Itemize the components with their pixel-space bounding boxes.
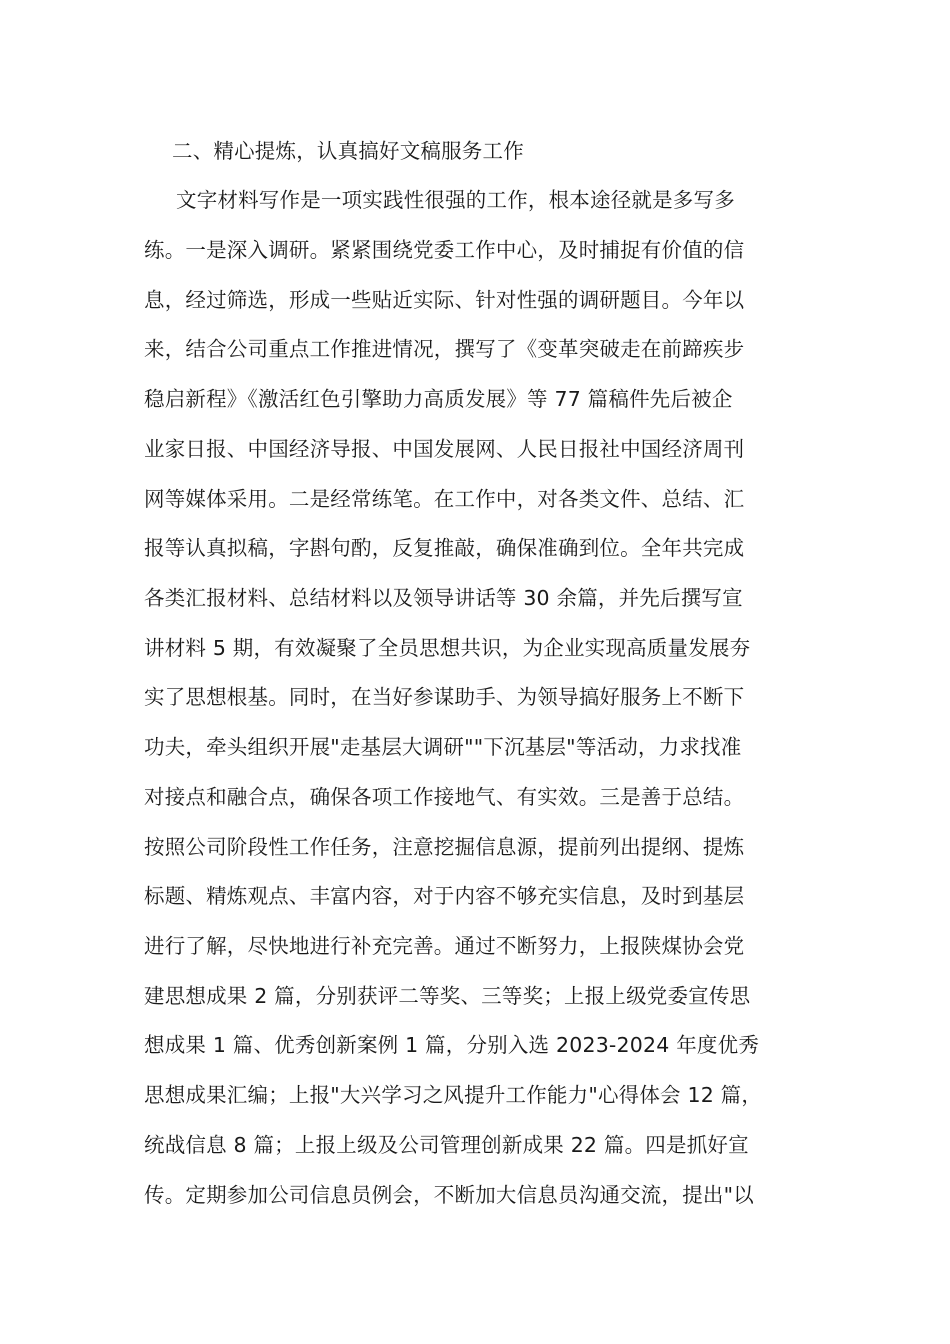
section-heading: 二、精心提炼，认真搞好文稿服务工作	[172, 139, 524, 163]
paragraph-line: 讲材料 5 期，有效凝聚了全员思想共识，为企业实现高质量发展夯	[144, 636, 751, 660]
paragraph-line: 报等认真拟稿，字斟句酌，反复推敲，确保准确到位。全年共完成	[144, 536, 745, 560]
paragraph-line: 练。一是深入调研。紧紧围绕党委工作中心，及时捕捉有价值的信	[144, 238, 745, 262]
paragraph-line: 统战信息 8 篇；上报上级及公司管理创新成果 22 篇。四是抓好宣	[144, 1133, 749, 1157]
paragraph-line: 网等媒体采用。二是经常练笔。在工作中，对各类文件、总结、汇	[144, 487, 745, 511]
paragraph-line: 进行了解，尽快地进行补充完善。通过不断努力，上报陕煤协会党	[144, 934, 745, 958]
paragraph-line: 建思想成果 2 篇，分别获评二等奖、三等奖；上报上级党委宣传思	[144, 984, 751, 1008]
paragraph-line: 对接点和融合点，确保各项工作接地气、有实效。三是善于总结。	[144, 785, 745, 809]
paragraph-line: 来，结合公司重点工作推进情况，撰写了《变革突破走在前蹄疾步	[144, 337, 745, 361]
paragraph-line: 标题、精炼观点、丰富内容，对于内容不够充实信息，及时到基层	[144, 884, 745, 908]
paragraph-line: 功夫，牵头组织开展"走基层大调研""下沉基层"等活动，力求找准	[144, 735, 742, 759]
paragraph-line: 文字材料写作是一项实践性很强的工作，根本途径就是多写多	[176, 188, 735, 212]
paragraph-line: 业家日报、中国经济导报、中国发展网、人民日报社中国经济周刊	[144, 437, 745, 461]
paragraph-line: 传。定期参加公司信息员例会，不断加大信息员沟通交流，提出"以	[144, 1183, 754, 1207]
paragraph-line: 实了思想根基。同时，在当好参谋助手、为领导搞好服务上不断下	[144, 685, 745, 709]
paragraph-line: 按照公司阶段性工作任务，注意挖掘信息源，提前列出提纲、提炼	[144, 835, 745, 859]
paragraph-line: 思想成果汇编；上报"大兴学习之风提升工作能力"心得体会 12 篇，	[144, 1083, 763, 1107]
paragraph-line: 稳启新程》《激活红色引擎助力高质发展》等 77 篇稿件先后被企	[144, 387, 733, 411]
paragraph-line: 各类汇报材料、总结材料以及领导讲话等 30 余篇，并先后撰写宣	[144, 586, 743, 610]
paragraph-line: 想成果 1 篇、优秀创新案例 1 篇，分别入选 2023-2024 年度优秀	[144, 1033, 760, 1057]
paragraph-line: 息，经过筛选，形成一些贴近实际、针对性强的调研题目。今年以	[144, 288, 745, 312]
